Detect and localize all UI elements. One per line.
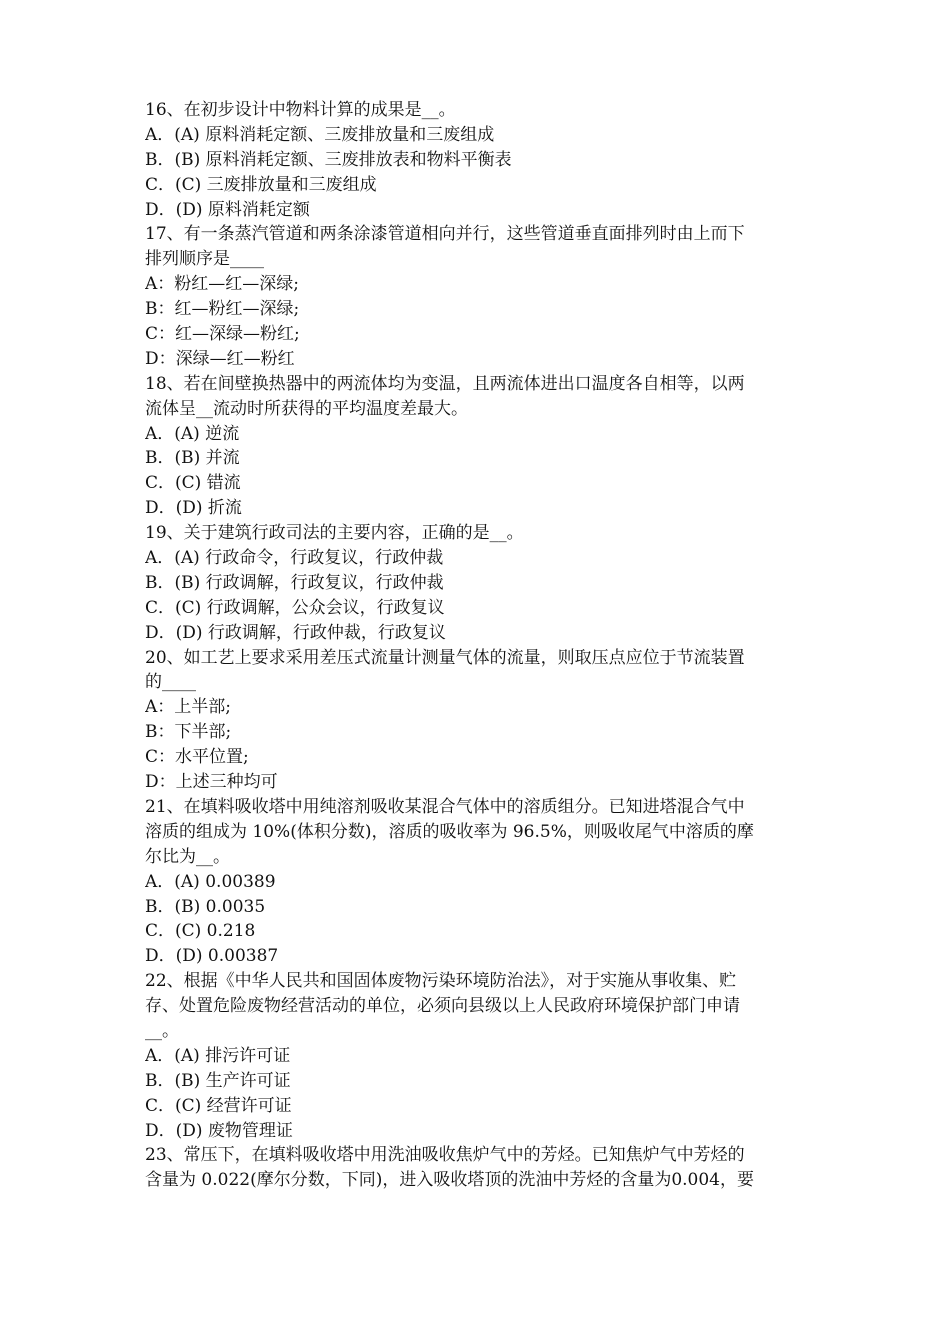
answer-option: C．(C) 错流 (145, 473, 241, 494)
question-stem-line: 尔比为__。 (145, 846, 230, 867)
question-block (145, 222, 809, 371)
answer-option: D．(D) 原料消耗定额 (145, 199, 310, 220)
question-stem-line: 排列顺序是____ (145, 249, 264, 270)
answer-option: B．(B) 生产许可证 (145, 1070, 291, 1091)
question-stem-line: 21、在填料吸收塔中用纯溶剂吸收某混合气体中的溶质组分。已知进塔混合气中 (145, 796, 745, 817)
question-block (145, 795, 809, 969)
answer-option: A：粉红—红—深绿; (145, 274, 300, 295)
answer-option: D：上述三种均可 (145, 772, 278, 793)
answer-option: A．(A) 原料消耗定额、三废排放量和三废组成 (145, 124, 495, 145)
answer-option: D．(D) 0.00387 (145, 946, 279, 967)
answer-option: A．(A) 逆流 (145, 423, 240, 444)
answer-option: C．(C) 经营许可证 (145, 1095, 292, 1116)
question-block (145, 969, 809, 1143)
answer-option: A．(A) 0.00389 (145, 871, 276, 892)
question-block (145, 1143, 809, 1193)
question-stem-line: 18、若在间壁换热器中的两流体均为变温，且两流体进出口温度各自相等，以两 (145, 373, 745, 394)
question-stem-line: 17、有一条蒸汽管道和两条涂漆管道相向并行，这些管道垂直面排列时由上而下 (145, 224, 745, 245)
question-block (145, 98, 809, 222)
answer-option: C．(C) 0.218 (145, 921, 256, 942)
question-stem-line: 溶质的组成为 10%(体积分数)，溶质的吸收率为 96.5%，则吸收尾气中溶质的摩 (145, 821, 754, 842)
answer-option: C．(C) 三废排放量和三废组成 (145, 174, 377, 195)
question-block (145, 646, 809, 795)
question-block (145, 372, 809, 521)
answer-option: A：上半部; (145, 697, 232, 718)
answer-option: D．(D) 行政调解，行政仲裁，行政复议 (145, 622, 446, 643)
question-stem-line: 22、根据《中华人民共和国固体废物污染环境防治法》，对于实施从事收集、贮 (145, 971, 737, 992)
answer-option: B．(B) 0.0035 (145, 896, 266, 917)
answer-option: B．(B) 原料消耗定额、三废排放表和物料平衡表 (145, 149, 512, 170)
answer-option: C：水平位置; (145, 747, 249, 768)
answer-option: A．(A) 排污许可证 (145, 1045, 291, 1066)
question-stem-line: 的____ (145, 672, 196, 693)
question-block (145, 521, 809, 645)
question-stem-line: 20、如工艺上要求采用差压式流量计测量气体的流量，则取压点应位于节流装置 (145, 647, 745, 668)
question-stem-line: 19、关于建筑行政司法的主要内容，正确的是__。 (145, 523, 524, 544)
answer-option: B．(B) 并流 (145, 448, 240, 469)
answer-option: A．(A) 行政命令，行政复议，行政仲裁 (145, 548, 444, 569)
answer-option: D：深绿—红—粉红 (145, 348, 295, 369)
question-stem-line: 流体呈__流动时所获得的平均温度差最大。 (145, 398, 468, 419)
answer-option: C：红—深绿—粉红; (145, 324, 300, 345)
answer-option: B：下半部; (145, 722, 232, 743)
question-stem-line: 含量为 0.022(摩尔分数，下同)，进入吸收塔顶的洗油中芳烃的含量为0.004，要 (145, 1170, 755, 1191)
question-stem-line: 16、在初步设计中物料计算的成果是__。 (145, 100, 456, 120)
answer-option: C．(C) 行政调解，公众会议，行政复议 (145, 597, 445, 618)
question-stem-line: __。 (145, 1020, 179, 1041)
document-page (145, 98, 809, 1193)
answer-option: B．(B) 行政调解，行政复议，行政仲裁 (145, 572, 444, 593)
question-stem-line: 23、常压下，在填料吸收塔中用洗油吸收焦炉气中的芳烃。已知焦炉气中芳烃的 (145, 1145, 745, 1166)
answer-option: B：红—粉红—深绿; (145, 299, 300, 320)
answer-option: D．(D) 折流 (145, 498, 242, 519)
question-stem-line: 存、处置危险废物经营活动的单位，必须向县级以上人民政府环境保护部门申请 (145, 996, 740, 1017)
answer-option: D．(D) 废物管理证 (145, 1120, 293, 1141)
